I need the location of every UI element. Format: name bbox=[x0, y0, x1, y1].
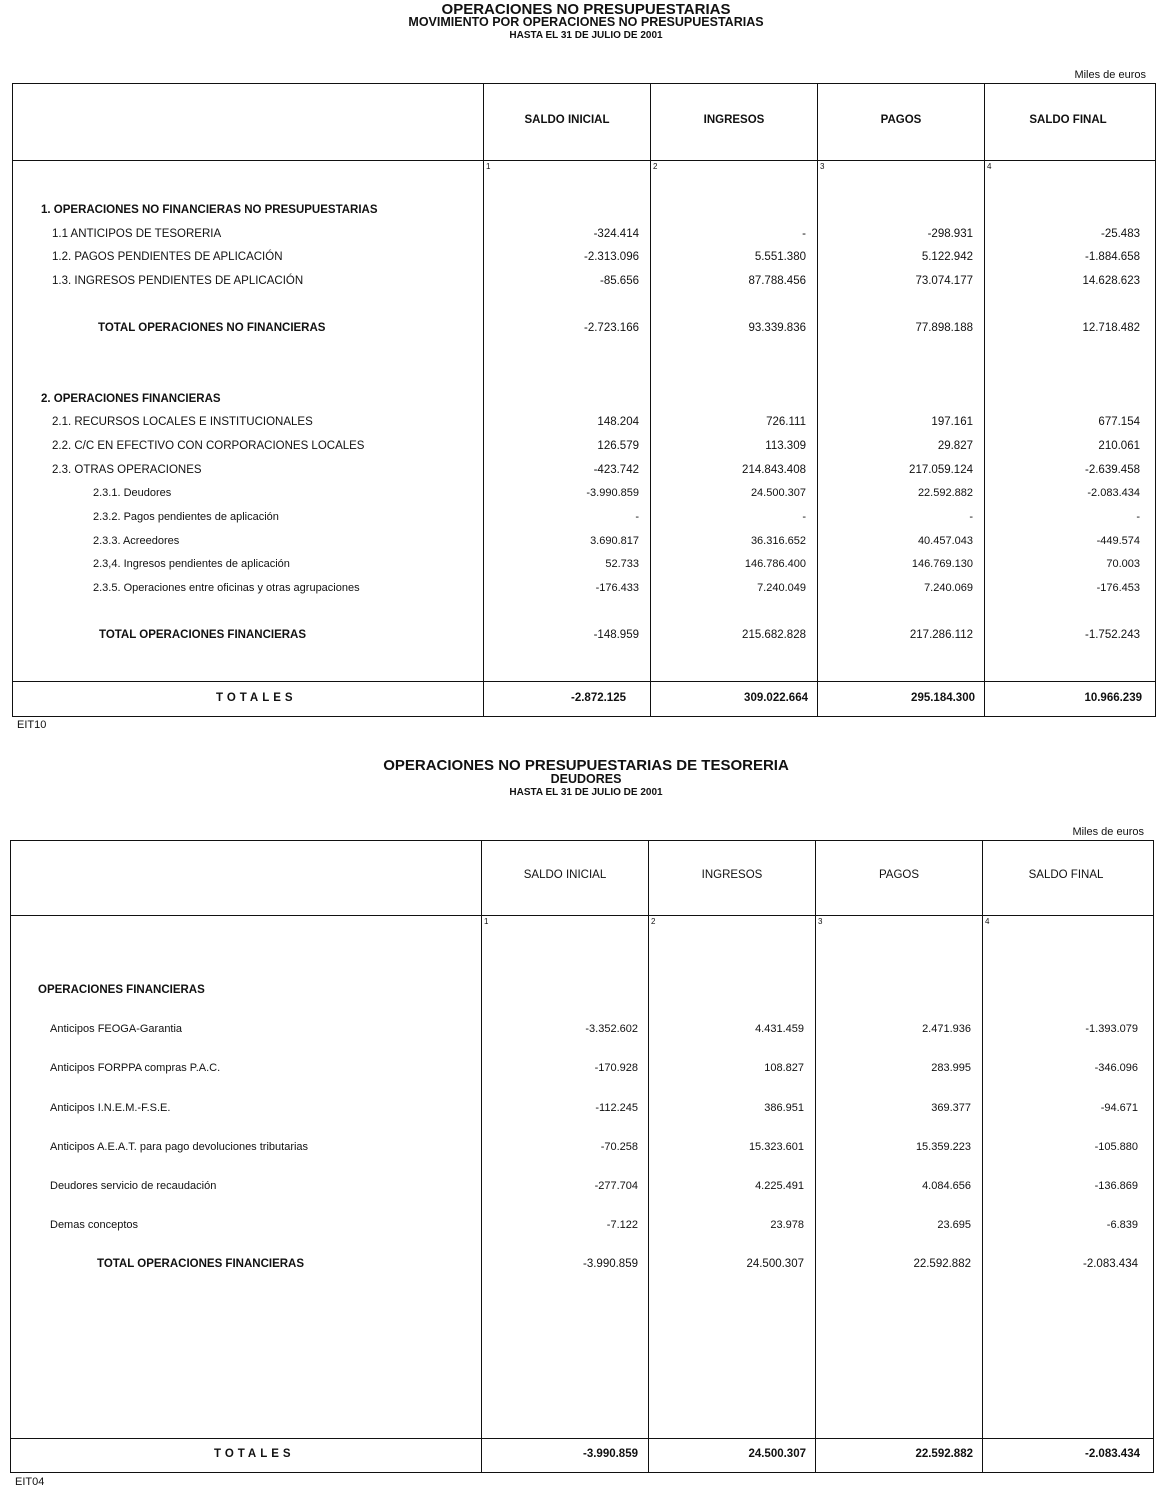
table1-date: HASTA EL 31 DE JULIO DE 2001 bbox=[509, 30, 663, 41]
row-label: 1.1 ANTICIPOS DE TESORERIA bbox=[52, 228, 222, 240]
table-row bbox=[0, 982, 1172, 998]
cell-ingresos: 726.111 bbox=[766, 416, 806, 428]
table2-date: HASTA EL 31 DE JULIO DE 2001 bbox=[509, 787, 663, 798]
table2-subtitle: DEUDORES bbox=[550, 772, 622, 786]
cell-saldo-final: -105.880 bbox=[1094, 1141, 1138, 1153]
totals-label: TOTALES bbox=[216, 692, 297, 704]
row-label: 2. OPERACIONES FINANCIERAS bbox=[41, 393, 221, 405]
cell-pagos: 369.377 bbox=[931, 1102, 971, 1114]
cell-saldo-final: 10.966.239 bbox=[1084, 692, 1142, 704]
cell-saldo-inicial: -85.656 bbox=[599, 275, 639, 287]
cell-saldo-inicial: -3.990.859 bbox=[583, 1258, 638, 1270]
cell-ingresos: 113.309 bbox=[765, 440, 806, 452]
cell-saldo-final: -1.393.079 bbox=[1085, 1023, 1138, 1035]
cell-saldo-final: -2.639.458 bbox=[1085, 464, 1140, 476]
cell-saldo-final: -346.096 bbox=[1094, 1062, 1138, 1074]
cell-ingresos: 24.500.307 bbox=[748, 1448, 806, 1460]
cell-saldo-final: -2.083.434 bbox=[1083, 1258, 1138, 1270]
table-row bbox=[0, 580, 1172, 596]
cell-saldo-inicial: 52.733 bbox=[605, 558, 639, 570]
cell-pagos: 22.592.882 bbox=[913, 1258, 971, 1270]
cell-ingresos: 24.500.307 bbox=[750, 487, 806, 499]
cell-ingresos: 108.827 bbox=[764, 1062, 804, 1074]
table1-col-ingresos: INGRESOS bbox=[703, 114, 765, 126]
table2-col-divider bbox=[815, 840, 816, 1473]
cell-saldo-inicial: -324.414 bbox=[593, 228, 639, 240]
cell-ingresos: 23.978 bbox=[770, 1219, 804, 1231]
cell-pagos: 29.827 bbox=[937, 440, 973, 452]
cell-ingresos: 36.316.652 bbox=[750, 535, 806, 547]
table-row bbox=[0, 1060, 1172, 1076]
table-row bbox=[0, 1256, 1172, 1272]
table1-subtitle: MOVIMIENTO POR OPERACIONES NO PRESUPUESTARIAS bbox=[408, 15, 764, 29]
table-row bbox=[0, 391, 1172, 407]
row-label: 2.3. OTRAS OPERACIONES bbox=[52, 464, 202, 476]
cell-pagos: 23.695 bbox=[937, 1219, 971, 1231]
cell-ingresos: 386.951 bbox=[764, 1102, 804, 1114]
cell-saldo-final: 14.628.623 bbox=[1082, 275, 1140, 287]
cell-pagos: 5.122.942 bbox=[921, 251, 973, 263]
cell-saldo-inicial: -148.959 bbox=[593, 629, 639, 641]
cell-pagos: 217.286.112 bbox=[909, 629, 973, 641]
cell-saldo-inicial: -423.742 bbox=[593, 464, 639, 476]
row-label: Deudores servicio de recaudación bbox=[50, 1180, 217, 1192]
table-row bbox=[0, 249, 1172, 265]
table1-col-number: 1 bbox=[486, 162, 491, 171]
cell-saldo-final: -136.869 bbox=[1094, 1180, 1138, 1192]
cell-pagos: 217.059.124 bbox=[909, 464, 973, 476]
table2-col-divider bbox=[648, 840, 649, 1473]
cell-pagos: 77.898.188 bbox=[915, 322, 973, 334]
table2-col-number: 2 bbox=[651, 917, 656, 926]
cell-saldo-final: - bbox=[1136, 511, 1140, 523]
table1-col-pagos: PAGOS bbox=[880, 114, 922, 126]
cell-saldo-final: 677.154 bbox=[1098, 416, 1140, 428]
cell-pagos: 40.457.043 bbox=[917, 535, 973, 547]
row-label: 1. OPERACIONES NO FINANCIERAS NO PRESUPUESTARIAS bbox=[41, 204, 378, 216]
cell-ingresos: 215.682.828 bbox=[742, 629, 806, 641]
row-label: Anticipos A.E.A.T. para pago devoluciones tributarias bbox=[50, 1141, 309, 1153]
table-row bbox=[0, 226, 1172, 242]
cell-ingresos: 4.225.491 bbox=[755, 1180, 804, 1192]
table-row bbox=[0, 1178, 1172, 1194]
row-label: 1.2. PAGOS PENDIENTES DE APLICACIÓN bbox=[52, 251, 283, 263]
cell-ingresos: 7.240.049 bbox=[757, 582, 806, 594]
row-label: 1.3. INGRESOS PENDIENTES DE APLICACIÓN bbox=[52, 275, 304, 287]
cell-saldo-inicial: -3.352.602 bbox=[585, 1023, 638, 1035]
row-label: TOTAL OPERACIONES FINANCIERAS bbox=[99, 629, 307, 641]
cell-saldo-inicial: -170.928 bbox=[594, 1062, 638, 1074]
cell-saldo-final: -449.574 bbox=[1096, 535, 1140, 547]
table-row bbox=[0, 202, 1172, 218]
totals-label: TOTALES bbox=[214, 1448, 295, 1460]
cell-saldo-final: -176.453 bbox=[1096, 582, 1140, 594]
table-row bbox=[0, 1100, 1172, 1116]
cell-saldo-inicial: 148.204 bbox=[597, 416, 639, 428]
cell-ingresos: - bbox=[802, 511, 806, 523]
row-label: Anticipos FEOGA-Garantia bbox=[50, 1023, 183, 1035]
table-row bbox=[0, 533, 1172, 549]
table2-code: EIT04 bbox=[15, 1476, 45, 1488]
cell-saldo-final: -94.671 bbox=[1100, 1102, 1138, 1114]
table1-col-number: 2 bbox=[653, 162, 658, 171]
table2-col-ingresos: INGRESOS bbox=[701, 869, 763, 881]
row-label: Anticipos I.N.E.M.-F.S.E. bbox=[50, 1102, 171, 1114]
cell-saldo-inicial: -2.723.166 bbox=[584, 322, 639, 334]
table-row bbox=[0, 1217, 1172, 1233]
row-label: 2.3.3. Acreedores bbox=[93, 535, 180, 547]
table-row bbox=[0, 1139, 1172, 1155]
cell-saldo-inicial: - bbox=[635, 511, 639, 523]
cell-pagos: 22.592.882 bbox=[915, 1448, 973, 1460]
cell-pagos: 4.084.656 bbox=[922, 1180, 971, 1192]
cell-ingresos: 24.500.307 bbox=[746, 1258, 804, 1270]
table-row bbox=[0, 462, 1172, 478]
row-label: TOTAL OPERACIONES NO FINANCIERAS bbox=[98, 322, 326, 334]
cell-saldo-final: -1.752.243 bbox=[1085, 629, 1140, 641]
cell-saldo-final: -25.483 bbox=[1100, 228, 1140, 240]
table-row bbox=[0, 273, 1172, 289]
table2-col-divider bbox=[982, 840, 983, 1473]
cell-ingresos: 93.339.836 bbox=[748, 322, 806, 334]
cell-pagos: 73.074.177 bbox=[915, 275, 973, 287]
table2-col-saldo-inicial: SALDO INICIAL bbox=[523, 869, 607, 881]
table2-title: OPERACIONES NO PRESUPUESTARIAS DE TESORERIA bbox=[383, 757, 789, 774]
cell-saldo-inicial: -3.990.859 bbox=[586, 487, 639, 499]
cell-ingresos: 214.843.408 bbox=[742, 464, 806, 476]
cell-pagos: 7.240.069 bbox=[924, 582, 973, 594]
cell-saldo-inicial: -2.313.096 bbox=[584, 251, 639, 263]
cell-pagos: 15.359.223 bbox=[915, 1141, 971, 1153]
row-label: OPERACIONES FINANCIERAS bbox=[38, 984, 205, 996]
table-row bbox=[0, 414, 1172, 430]
cell-pagos: 22.592.882 bbox=[917, 487, 973, 499]
row-label: TOTAL OPERACIONES FINANCIERAS bbox=[97, 1258, 305, 1270]
table-row bbox=[0, 556, 1172, 572]
table-row bbox=[0, 438, 1172, 454]
cell-saldo-inicial: -3.990.859 bbox=[583, 1448, 638, 1460]
cell-saldo-inicial: -7.122 bbox=[606, 1219, 638, 1231]
cell-pagos: 283.995 bbox=[931, 1062, 971, 1074]
table1-col-number: 3 bbox=[820, 162, 825, 171]
table-row bbox=[0, 1021, 1172, 1037]
row-label: 2.3.5. Operaciones entre oficinas y otras agrupaciones bbox=[93, 582, 360, 594]
table2-col-divider bbox=[481, 840, 482, 1473]
row-label: 2.3.2. Pagos pendientes de aplicación bbox=[93, 511, 279, 523]
cell-pagos: -298.931 bbox=[927, 228, 973, 240]
table2-col-number: 4 bbox=[985, 917, 990, 926]
cell-ingresos: 87.788.456 bbox=[748, 275, 806, 287]
table-row bbox=[0, 509, 1172, 525]
table2-col-number: 3 bbox=[818, 917, 823, 926]
cell-saldo-inicial: 3.690.817 bbox=[590, 535, 639, 547]
table2-units: Miles de euros bbox=[1072, 826, 1144, 838]
cell-pagos: 197.161 bbox=[931, 416, 973, 428]
cell-pagos: 295.184.300 bbox=[911, 692, 975, 704]
cell-saldo-inicial: -277.704 bbox=[594, 1180, 638, 1192]
cell-saldo-final: 12.718.482 bbox=[1082, 322, 1140, 334]
cell-ingresos: - bbox=[802, 228, 806, 240]
table2-col-saldo-final: SALDO FINAL bbox=[1028, 869, 1104, 881]
cell-saldo-final: -2.083.434 bbox=[1085, 1448, 1140, 1460]
cell-saldo-inicial: -112.245 bbox=[595, 1102, 638, 1114]
cell-saldo-inicial: -70.258 bbox=[600, 1141, 638, 1153]
table-row bbox=[0, 485, 1172, 501]
cell-ingresos: 146.786.400 bbox=[744, 558, 806, 570]
table1-units: Miles de euros bbox=[1074, 69, 1146, 81]
cell-saldo-final: -2.083.434 bbox=[1087, 487, 1140, 499]
cell-saldo-final: 210.061 bbox=[1098, 440, 1140, 452]
cell-pagos: 2.471.936 bbox=[922, 1023, 971, 1035]
row-label: 2.1. RECURSOS LOCALES E INSTITUCIONALES bbox=[52, 416, 313, 428]
cell-saldo-final: -1.884.658 bbox=[1085, 251, 1140, 263]
cell-saldo-final: 70.003 bbox=[1106, 558, 1140, 570]
cell-ingresos: 4.431.459 bbox=[755, 1023, 804, 1035]
table1-col-saldo-inicial: SALDO INICIAL bbox=[524, 114, 610, 126]
table2-col-pagos: PAGOS bbox=[878, 869, 920, 881]
table2-col-number: 1 bbox=[484, 917, 489, 926]
cell-ingresos: 309.022.664 bbox=[744, 692, 808, 704]
table1-title: OPERACIONES NO PRESUPUESTARIAS bbox=[441, 1, 731, 18]
cell-saldo-inicial: -176.433 bbox=[595, 582, 639, 594]
cell-saldo-inicial: -2.872.125 bbox=[571, 692, 626, 704]
totals-row bbox=[0, 1446, 1172, 1462]
row-label: Anticipos FORPPA compras P.A.C. bbox=[50, 1062, 221, 1074]
row-label: 2.2. C/C EN EFECTIVO CON CORPORACIONES LOCALES bbox=[52, 440, 365, 452]
table1-code: EIT10 bbox=[17, 719, 47, 731]
row-label: 2.3,4. Ingresos pendientes de aplicación bbox=[93, 558, 290, 570]
cell-ingresos: 5.551.380 bbox=[754, 251, 806, 263]
cell-ingresos: 15.323.601 bbox=[748, 1141, 804, 1153]
cell-pagos: 146.769.130 bbox=[911, 558, 973, 570]
cell-saldo-inicial: 126.579 bbox=[597, 440, 639, 452]
cell-pagos: - bbox=[969, 511, 973, 523]
cell-saldo-final: -6.839 bbox=[1106, 1219, 1138, 1231]
table1-col-number: 4 bbox=[987, 162, 992, 171]
table1-col-saldo-final: SALDO FINAL bbox=[1029, 114, 1107, 126]
row-label: Demas conceptos bbox=[50, 1219, 139, 1231]
table-row bbox=[0, 320, 1172, 336]
table-row bbox=[0, 627, 1172, 643]
row-label: 2.3.1. Deudores bbox=[93, 487, 172, 499]
totals-row bbox=[0, 690, 1172, 706]
